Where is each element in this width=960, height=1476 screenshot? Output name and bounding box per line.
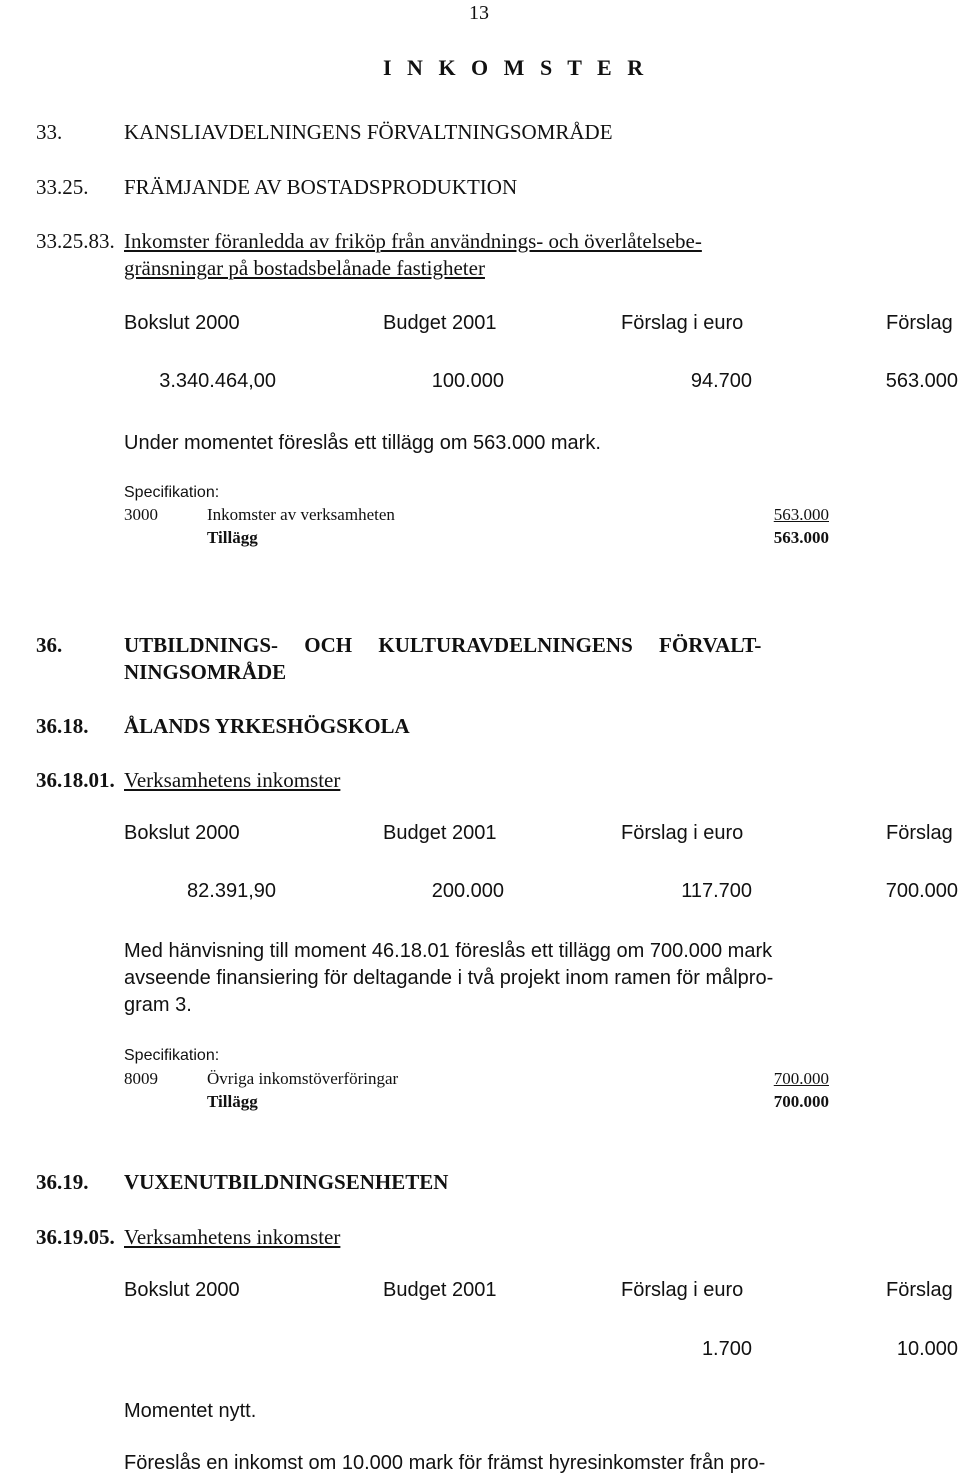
value-budget: 200.000 bbox=[431, 880, 504, 902]
value-bokslut: 82.391,90 bbox=[187, 880, 276, 902]
column-header-bokslut: Bokslut 2000 bbox=[124, 312, 240, 334]
moment-note: Föreslås en inkomst om 10.000 mark för främst hyresinkomster från pro- bbox=[124, 1452, 766, 1474]
value-forslag: 10.000 bbox=[896, 1338, 958, 1360]
column-header-forslag-euro: Förslag i euro bbox=[621, 312, 744, 334]
spec-code: 8009 bbox=[124, 1069, 158, 1088]
spec-total-label: Tillägg bbox=[207, 528, 258, 547]
value-budget: 100.000 bbox=[431, 370, 504, 392]
section-heading: KANSLIAVDELNINGENS FÖRVALTNINGSOMRÅDE bbox=[124, 120, 613, 144]
spec-total: 563.000 bbox=[773, 528, 829, 547]
section-number: 36. bbox=[36, 633, 63, 657]
value-forslag: 700.000 bbox=[885, 880, 958, 902]
moment-note: gram 3. bbox=[124, 994, 192, 1016]
column-header-forslag: Förslag bbox=[886, 822, 953, 844]
value-forslag: 563.000 bbox=[885, 370, 958, 392]
moment-note: Med hänvisning till moment 46.18.01 föreslås ett tillägg om 700.000 mark bbox=[124, 940, 773, 962]
value-forslag-euro: 94.700 bbox=[690, 370, 752, 392]
spec-description: Övriga inkomstöverföringar bbox=[207, 1069, 399, 1088]
section-heading: ÅLANDS YRKESHÖGSKOLA bbox=[124, 714, 410, 738]
section-number: 33.25. bbox=[36, 175, 89, 199]
page-number: 13 bbox=[469, 2, 489, 24]
section-heading: Verksamhetens inkomster bbox=[124, 1225, 341, 1249]
page-title: I N K O M S T E R bbox=[383, 55, 649, 80]
moment-note: Momentet nytt. bbox=[124, 1400, 257, 1422]
spec-amount: 563.000 bbox=[773, 505, 829, 524]
column-header-forslag-euro: Förslag i euro bbox=[621, 822, 744, 844]
spec-total: 700.000 bbox=[773, 1092, 829, 1111]
moment-note: avseende finansiering för deltagande i två projekt inom ramen för målpro- bbox=[124, 967, 774, 989]
section-number: 36.18.01. bbox=[36, 768, 115, 792]
column-header-forslag-euro: Förslag i euro bbox=[621, 1279, 744, 1301]
section-heading: UTBILDNINGS- OCH KULTURAVDELNINGENS FÖRVALT- bbox=[124, 633, 762, 657]
column-header-forslag: Förslag bbox=[886, 1279, 953, 1301]
column-header-bokslut: Bokslut 2000 bbox=[124, 1279, 240, 1301]
moment-note: Under momentet föreslås ett tillägg om 563.000 mark. bbox=[124, 432, 601, 454]
spec-amount: 700.000 bbox=[773, 1069, 829, 1088]
column-header-budget: Budget 2001 bbox=[383, 822, 497, 844]
value-forslag-euro: 117.700 bbox=[681, 880, 752, 902]
section-number: 36.18. bbox=[36, 714, 89, 738]
spec-total-label: Tillägg bbox=[207, 1092, 258, 1111]
section-heading: FRÄMJANDE AV BOSTADSPRODUKTION bbox=[124, 175, 518, 199]
section-heading: Verksamhetens inkomster bbox=[124, 768, 341, 792]
value-bokslut: 3.340.464,00 bbox=[159, 370, 276, 392]
value-forslag-euro: 1.700 bbox=[701, 1338, 752, 1360]
section-heading: gränsningar på bostadsbelånade fastigheter bbox=[124, 256, 485, 280]
section-heading: Inkomster föranledda av friköp från användnings- och överlåtelsebe- bbox=[124, 229, 702, 253]
specification-label: Specifikation: bbox=[124, 1047, 220, 1064]
spec-code: 3000 bbox=[124, 505, 158, 524]
column-header-bokslut: Bokslut 2000 bbox=[124, 822, 240, 844]
specification-label: Specifikation: bbox=[124, 484, 220, 501]
section-heading: VUXENUTBILDNINGSENHETEN bbox=[124, 1170, 449, 1194]
section-number: 36.19. bbox=[36, 1170, 89, 1194]
column-header-budget: Budget 2001 bbox=[383, 1279, 497, 1301]
section-number: 36.19.05. bbox=[36, 1225, 115, 1249]
section-number: 33. bbox=[36, 120, 63, 144]
section-heading: NINGSOMRÅDE bbox=[124, 660, 287, 684]
section-number: 33.25.83. bbox=[36, 229, 115, 253]
column-header-forslag: Förslag bbox=[886, 312, 953, 334]
column-header-budget: Budget 2001 bbox=[383, 312, 497, 334]
spec-description: Inkomster av verksamheten bbox=[207, 505, 395, 524]
